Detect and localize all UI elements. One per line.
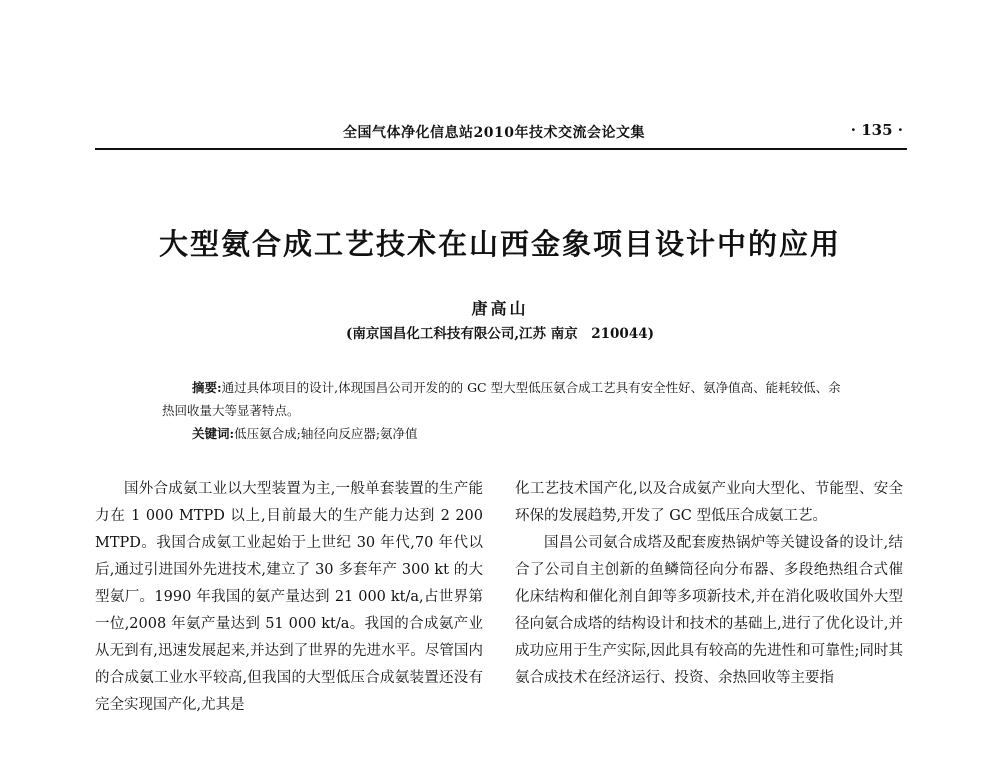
body-column-left bbox=[95, 476, 483, 719]
header-rule bbox=[95, 148, 907, 150]
author-name: 唐高山 bbox=[471, 299, 529, 318]
page-number: · 135 · bbox=[850, 121, 903, 139]
body-paragraph: 国外合成氨工业以大型装置为主,一般单套装置的生产能力在 1 000 MTPD 以上,目前最大的生产能力达到 2 200 MTPD。我国合成氨工业起始于上世纪 30 年代,70 年代以后,通过引进国外先进技术,建立了 30 多套年产 300 kt 的大型氨厂。1990 年我国的氨产量达到 21 000 kt/a,占世界第一位,2008 年氨产量达到 51 000 kt/a。我国的合成氨产业从无到有,迅速发展起来,并达到了世界的先进水平。尽管国内的合成氨工业水平较高,但我国的大型低压合成氨装置还没有完全实现国产化,尤其是 bbox=[95, 481, 483, 713]
body-paragraph: 国昌公司氨合成塔及配套废热锅炉等关键设备的设计,结合了公司自主创新的鱼鳞筒径向分布器、多段绝热组合式催化床结构和催化剂自卸等多项新技术,并在消化吸收国外大型径向氨合成塔的结构设计和技术的基础上,进行了优化设计,并成功应用于生产实际,因此具有较高的先进性和可靠性;同时其氨合成技术在经济运行、投资、余热回收等主要指 bbox=[515, 535, 903, 686]
paper-title: 大型氨合成工艺技术在山西金象项目设计中的应用 bbox=[158, 227, 841, 261]
author-affiliation: (南京国昌化工科技有限公司,江苏 南京 210044) bbox=[345, 326, 655, 342]
body-paragraph: 化工艺技术国产化,以及合成氨产业向大型化、节能型、安全环保的发展趋势,开发了 GC 型低压合成氨工艺。 bbox=[515, 481, 903, 524]
keywords-text: 低压氨合成;轴径向反应器;氨净值 bbox=[234, 426, 418, 441]
abstract bbox=[162, 376, 846, 422]
keywords bbox=[162, 422, 846, 445]
abstract-label: 摘要: bbox=[192, 380, 222, 395]
body-column-right bbox=[515, 476, 903, 692]
keywords-label: 关键词: bbox=[192, 426, 235, 441]
abstract-block bbox=[162, 376, 846, 445]
running-header bbox=[95, 122, 907, 146]
abstract-text: 通过具体项目的设计,体现国昌公司开发的的 GC 型大型低压氨合成工艺具有安全性好、氨净值高、能耗较低、余热回收量大等显著特点。 bbox=[162, 380, 841, 418]
journal-name: 全国气体净化信息站2010年技术交流会论文集 bbox=[343, 125, 645, 141]
